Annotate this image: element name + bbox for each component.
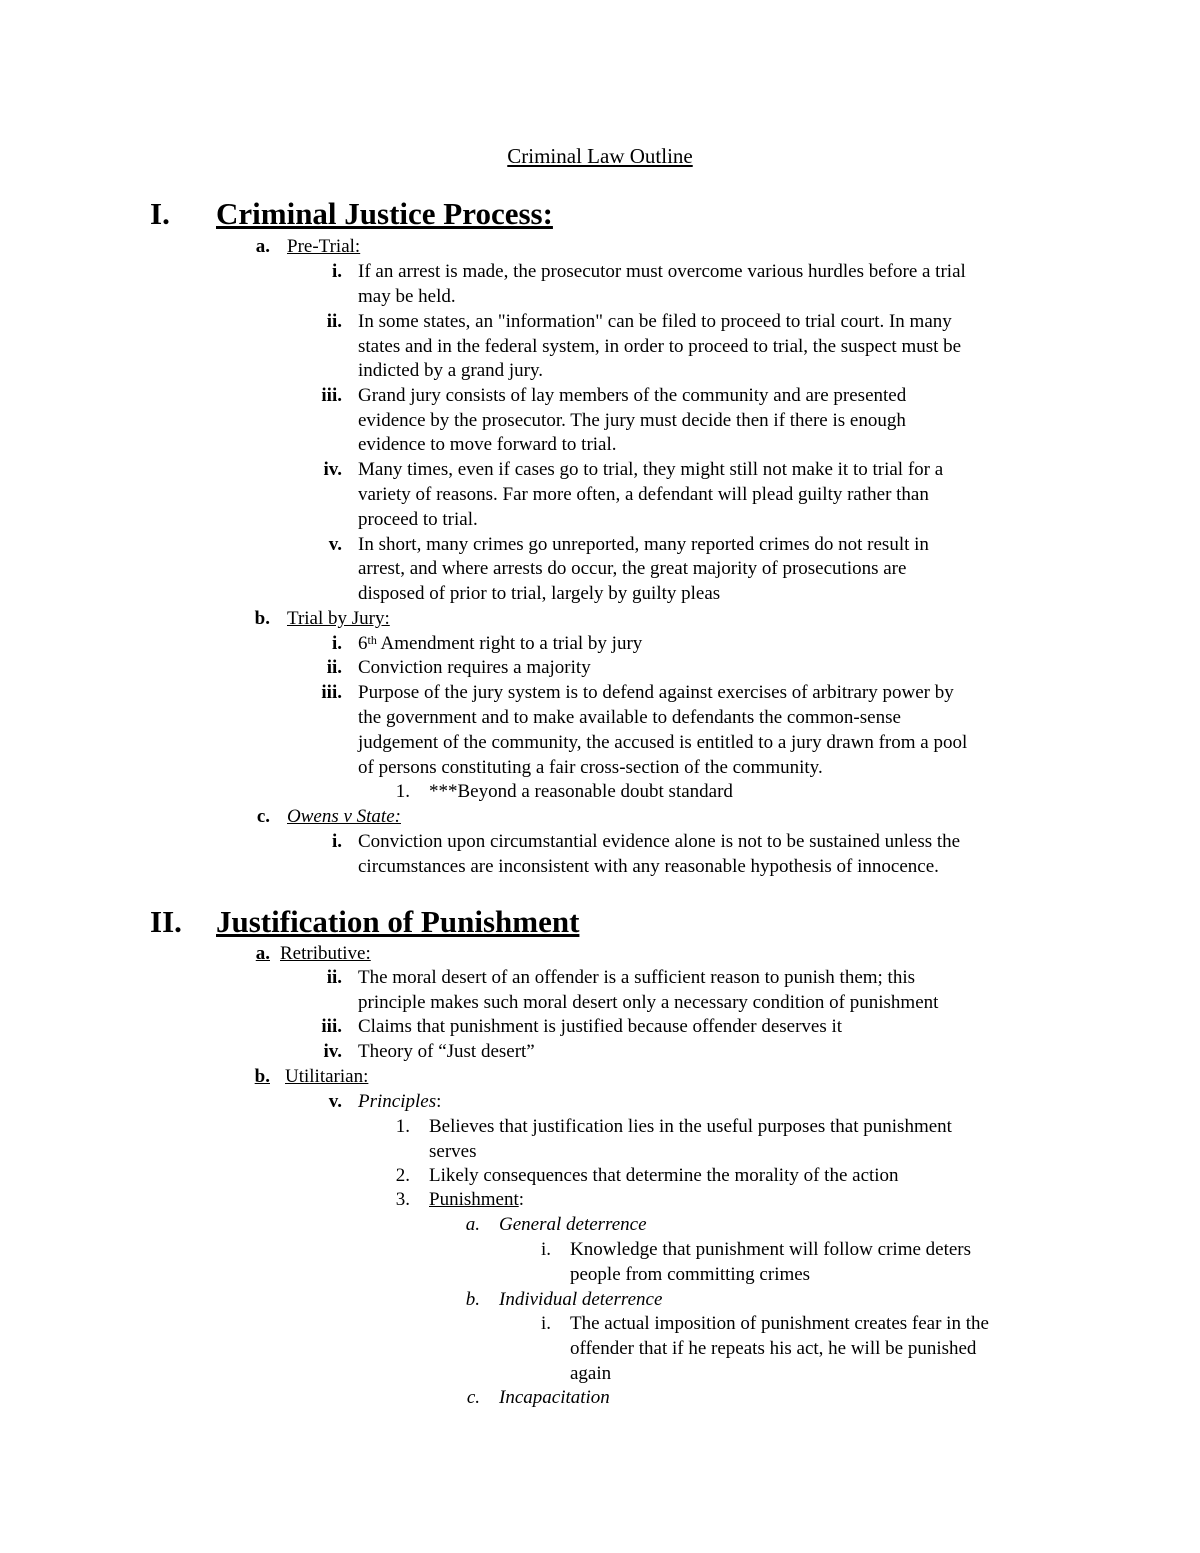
list-item-line: Believes that justification lies in the useful purposes that punishment xyxy=(429,1116,952,1137)
list-marker: 1. xyxy=(395,781,410,802)
list-item-line: Grand jury consists of lay members of the community and are presented xyxy=(358,385,907,406)
list-item-line: serves xyxy=(429,1141,477,1162)
list-marker: iv. xyxy=(323,1041,342,1062)
list-marker: b. xyxy=(254,608,270,629)
list-item-line: Conviction requires a majority xyxy=(358,657,591,678)
list-item-line: If an arrest is made, the prosecutor must overcome various hurdles before a trial xyxy=(358,261,966,282)
list-item-line xyxy=(429,1188,524,1212)
list-marker: v. xyxy=(328,1091,342,1112)
list-item-line: Theory of “Just desert” xyxy=(358,1041,535,1062)
list-item-line: indicted by a grand jury. xyxy=(358,360,544,381)
list-marker: ii. xyxy=(326,311,342,332)
list-marker: ii. xyxy=(326,657,342,678)
ordinal-number: 6 xyxy=(358,633,368,654)
list-marker: a. xyxy=(255,943,270,964)
subsection-label: Trial by Jury: xyxy=(287,608,390,629)
list-item-line: people from committing crimes xyxy=(570,1264,811,1285)
section-heading: Justification of Punishment xyxy=(216,904,580,939)
list-item-line: offender that if he repeats his act, he will be punished xyxy=(570,1338,977,1359)
list-marker: 2. xyxy=(395,1165,410,1186)
list-marker: iii. xyxy=(321,682,342,703)
subsection-label: Retributive: xyxy=(280,943,371,964)
list-item-line: Knowledge that punishment will follow crime deters xyxy=(570,1239,972,1260)
list-marker: c. xyxy=(256,806,270,827)
ordinal-text: Amendment right to a trial by jury xyxy=(376,633,643,654)
document-title: Criminal Law Outline xyxy=(507,144,693,168)
list-item-line: the government and to make available to defendants the common-sense xyxy=(358,707,901,728)
list-marker: v. xyxy=(328,534,342,555)
list-marker: iii. xyxy=(321,1016,342,1037)
list-marker: 3. xyxy=(395,1189,410,1210)
subsection-label: Utilitarian: xyxy=(285,1066,369,1087)
ordinal-suffix: th xyxy=(367,633,377,647)
section-heading: Criminal Justice Process: xyxy=(216,196,553,231)
list-item-line: In some states, an "information" can be filed to proceed to trial court. In many xyxy=(358,311,952,332)
list-item-line: evidence to move forward to trial. xyxy=(358,434,617,455)
list-item-line: proceed to trial. xyxy=(358,509,478,530)
list-item-line: disposed of prior to trial, largely by guilty pleas xyxy=(358,583,721,604)
principles-label: Principles xyxy=(358,1091,437,1112)
section-number: I. xyxy=(150,196,170,231)
list-item-line: General deterrence xyxy=(499,1214,647,1235)
list-item-line: Individual deterrence xyxy=(499,1289,663,1310)
punishment-label: Punishment xyxy=(429,1189,519,1210)
list-marker: i. xyxy=(540,1313,551,1334)
list-item-line: variety of reasons. Far more often, a defendant will plead guilty rather than xyxy=(358,484,929,505)
list-item-line: Incapacitation xyxy=(499,1387,610,1408)
list-item-line xyxy=(358,1090,441,1114)
subsection-label: Owens v State: xyxy=(287,806,401,827)
list-item-line: may be held. xyxy=(358,286,456,307)
list-item-line: states and in the federal system, in order to proceed to trial, the suspect must be xyxy=(358,336,962,357)
list-marker: i. xyxy=(331,831,342,852)
list-marker: i. xyxy=(540,1239,551,1260)
list-item-line: circumstances are inconsistent with any reasonable hypothesis of innocence. xyxy=(358,856,939,877)
label-colon: : xyxy=(518,1189,525,1210)
list-marker: a. xyxy=(255,236,270,257)
list-item-line: Conviction upon circumstantial evidence alone is not to be sustained unless the xyxy=(358,831,961,852)
list-item-line: Claims that punishment is justified because offender deserves it xyxy=(358,1016,843,1037)
list-item-line: principle makes such moral desert only a necessary condition of punishment xyxy=(358,992,939,1013)
list-marker: iii. xyxy=(321,385,342,406)
subsection-label: Pre-Trial: xyxy=(287,236,361,257)
list-marker: b. xyxy=(254,1066,270,1087)
list-item-line: judgement of the community, the accused is entitled to a jury drawn from a pool xyxy=(358,732,968,753)
list-item-line: In short, many crimes go unreported, many reported crimes do not result in xyxy=(358,534,929,555)
list-item-line: The actual imposition of punishment creates fear in the xyxy=(570,1313,989,1334)
list-item-line: ***Beyond a reasonable doubt standard xyxy=(429,781,733,802)
list-marker: ii. xyxy=(326,967,342,988)
list-item-line: of persons constituting a fair cross-section of the community. xyxy=(358,757,823,778)
list-item-line: again xyxy=(570,1363,612,1384)
list-marker: c. xyxy=(466,1387,480,1408)
list-marker: i. xyxy=(331,633,342,654)
list-marker: 1. xyxy=(395,1116,410,1137)
list-item-line: Likely consequences that determine the morality of the action xyxy=(429,1165,899,1186)
label-colon: : xyxy=(436,1091,442,1112)
list-marker: i. xyxy=(331,261,342,282)
section-number: II. xyxy=(150,904,182,939)
list-item-line xyxy=(358,632,642,656)
list-marker: iv. xyxy=(323,459,342,480)
list-item-line: arrest, and where arrests do occur, the great majority of prosecutions are xyxy=(358,558,907,579)
list-marker: a. xyxy=(465,1214,480,1235)
list-item-line: evidence by the prosecutor. The jury must decide then if there is enough xyxy=(358,410,906,431)
list-item-line: Many times, even if cases go to trial, they might still not make it to trial for a xyxy=(358,459,944,480)
list-item-line: Purpose of the jury system is to defend against exercises of arbitrary power by xyxy=(358,682,954,703)
list-marker: b. xyxy=(465,1289,480,1310)
list-item-line: The moral desert of an offender is a sufficient reason to punish them; this xyxy=(358,967,916,988)
